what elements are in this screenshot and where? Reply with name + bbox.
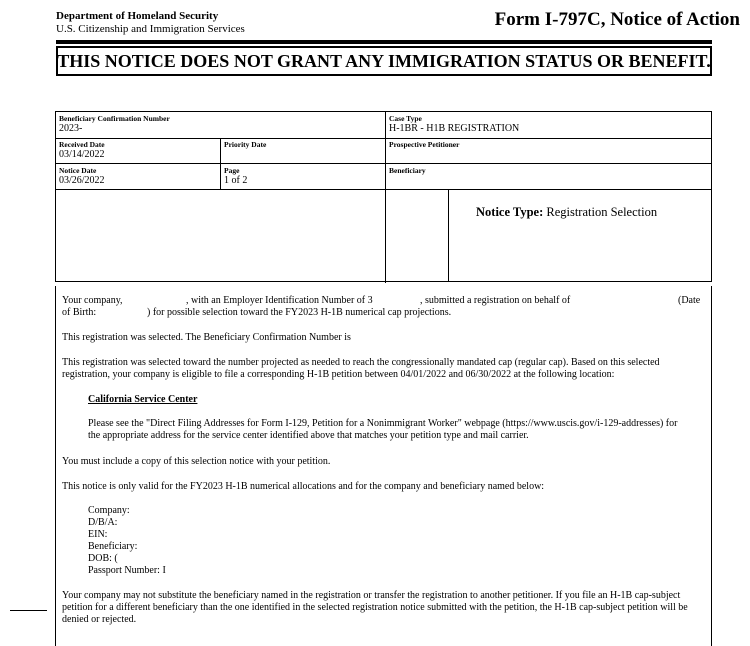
- received-date-cell: [59, 140, 105, 161]
- beneficiary-confirmation-value: 2023-: [59, 123, 83, 134]
- received-date-label: Received Date: [59, 140, 105, 149]
- notice-date-value: 03/26/2022: [59, 175, 105, 186]
- p1-line1-a: Your company,: [62, 295, 123, 306]
- p1-line1-d: (Date: [678, 295, 701, 306]
- beneficiary-name-label: Beneficiary:: [88, 541, 138, 552]
- case-type-cell: [389, 114, 519, 135]
- filing-address-line2: the appropriate address for the service center identified above that matches your petition type and mail carrier.: [88, 430, 529, 441]
- col-divider: [448, 189, 449, 282]
- case-type-label: Case Type: [389, 114, 422, 123]
- eligibility-line2: registration, your company is eligible to file a corresponding H-1B petition between 04/01/2022 and 06/30/2022 at the following location:: [62, 369, 615, 380]
- notice-type: [476, 205, 657, 220]
- notice-type-label: Notice Type:: [476, 205, 544, 219]
- substitution-line2: petition for a different beneficiary than the one identified in the selected registration notice submitted with the petition, the H-1B cap-subject petition will be: [62, 602, 688, 613]
- beneficiary-label: Beneficiary: [389, 166, 426, 175]
- p1-line2-a: of Birth:: [62, 307, 97, 318]
- beneficiary-confirmation-label: Beneficiary Confirmation Number: [59, 114, 170, 123]
- beneficiary-cell: [389, 166, 426, 175]
- filing-address-line1: Please see the "Direct Filing Addresses for Form I-129, Petition for a Nonimmigrant Worker" webpage (https://www.uscis.gov/i-129-addresses) for: [88, 418, 678, 429]
- passport-label: Passport Number: I: [88, 565, 166, 576]
- case-type-value: H-1BR - H1B REGISTRATION: [389, 123, 520, 134]
- col-divider: [220, 138, 221, 189]
- service-center: California Service Center: [88, 394, 198, 405]
- eligibility-line1: This registration was selected toward the number projected as needed to reach the congressionally mandated cap (regular cap). Based on this selected: [62, 357, 660, 368]
- dob-label: DOB: (: [88, 553, 118, 564]
- include-copy-paragraph: You must include a copy of this selection notice with your petition.: [62, 456, 331, 467]
- selected-paragraph: This registration was selected. The Beneficiary Confirmation Number is: [62, 332, 351, 343]
- page-cell: [224, 166, 247, 187]
- p1-line2-b: ) for possible selection toward the FY2023 H-1B numerical cap projections.: [147, 307, 452, 318]
- row-divider: [56, 189, 711, 190]
- notice-date-cell: [59, 166, 105, 187]
- margin-mark: [10, 610, 47, 611]
- validity-paragraph: This notice is only valid for the FY2023 H-1B numerical allocations and for the company and beneficiary named below:: [62, 481, 545, 492]
- p1-line1-b: , with an Employer Identification Number of 3: [186, 295, 373, 306]
- notice-body: [55, 286, 712, 646]
- dba-label: D/B/A:: [88, 517, 118, 528]
- row-divider: [56, 163, 711, 164]
- priority-date-cell: [224, 140, 266, 149]
- subagency-name: U.S. Citizenship and Immigration Services: [56, 23, 245, 35]
- petitioner-label: Prospective Petitioner: [389, 140, 460, 149]
- agency-name: Department of Homeland Security: [56, 10, 219, 22]
- notice-banner: THIS NOTICE DOES NOT GRANT ANY IMMIGRATION STATUS OR BENEFIT.: [56, 46, 712, 76]
- col-divider: [385, 112, 386, 283]
- page-value: 1 of 2: [224, 175, 248, 186]
- ein-label: EIN:: [88, 529, 108, 540]
- substitution-line3: denied or rejected.: [62, 614, 137, 625]
- p1-line1-c: , submitted a registration on behalf of: [420, 295, 571, 306]
- page-label: Page: [224, 166, 240, 175]
- header-rule: [56, 40, 712, 44]
- petitioner-cell: [389, 140, 459, 149]
- substitution-line1: Your company may not substitute the beneficiary named in the registration or transfer the registration to another petitioner. If you file an H-1B cap-subject: [62, 590, 681, 601]
- beneficiary-confirmation-cell: [59, 114, 170, 135]
- priority-date-label: Priority Date: [224, 140, 267, 149]
- case-info-table: [55, 111, 712, 282]
- notice-type-value: Registration Selection: [546, 205, 658, 219]
- form-title: Form I-797C, Notice of Action: [494, 9, 740, 30]
- notice-date-label: Notice Date: [59, 166, 97, 175]
- company-label: Company:: [88, 505, 130, 516]
- row-divider: [56, 138, 711, 139]
- received-date-value: 03/14/2022: [59, 149, 105, 160]
